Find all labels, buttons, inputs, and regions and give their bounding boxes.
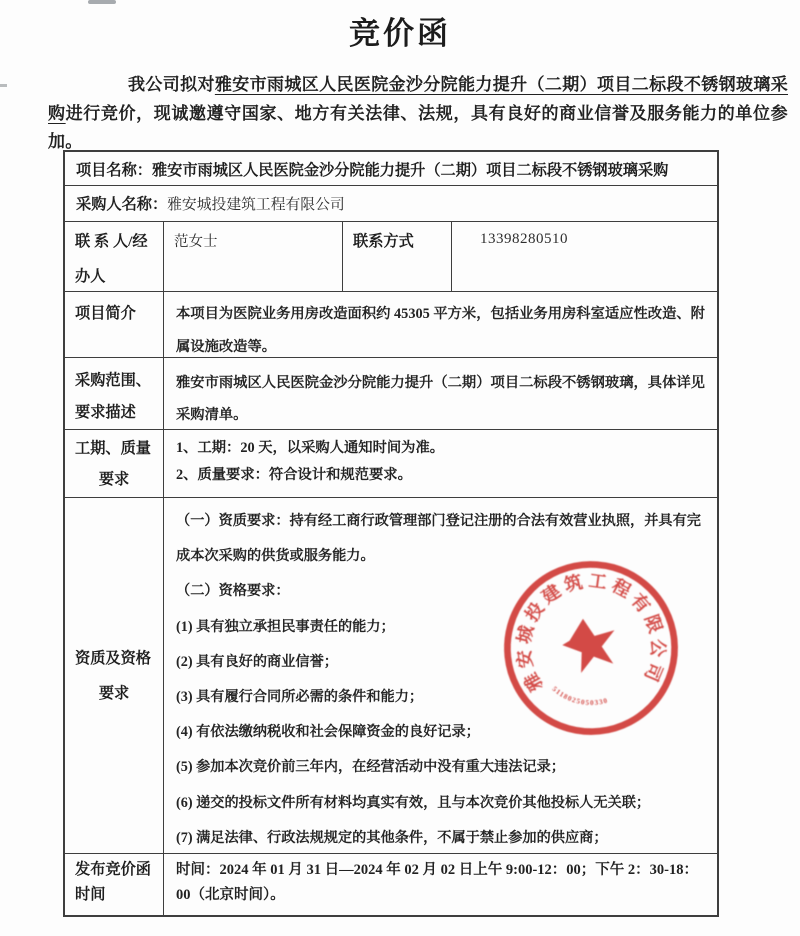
contact-label-line1: 联 系 人/经 [75, 233, 148, 250]
table-row-brief [65, 291, 717, 357]
qualification-line: （二）资格要求： [176, 583, 290, 600]
project-name-label: 项目名称： [76, 162, 152, 179]
table-row-purchaser [65, 185, 717, 221]
qualification-line: （一）资质要求：持有经工商行政管理部门登记注册的合法有效营业执照，并具有完 [176, 513, 701, 529]
qualification-line: (1) 具有独立承担民事责任的能力； [176, 618, 395, 635]
brief-content-cell [164, 292, 717, 357]
purchaser-label: 采购人名称： [76, 196, 168, 213]
project-name-value: 雅安市雨城区人民医院金沙分院能力提升（二期）项目二标段不锈钢玻璃采购 [151, 162, 669, 179]
scan-artifact-left [0, 84, 7, 87]
contact-label-line2: 办人 [75, 268, 106, 285]
table-row-schedule [65, 429, 717, 497]
schedule-label-line1: 工期、质量 [75, 440, 151, 457]
table-row-contact [65, 221, 717, 291]
publish-time-label-cell [65, 854, 164, 915]
schedule-line: 1、工期：20 天，以采购人通知时间为准。 [176, 440, 445, 456]
qualification-line: (3) 具有履行合同所必需的条件和能力； [176, 689, 424, 706]
contact-name-cell: 范女士 [164, 222, 343, 291]
project-name-cell [65, 152, 717, 185]
qualification-content-cell [164, 498, 717, 853]
schedule-label-cell [65, 430, 164, 497]
qualification-line: (5) 参加本次竞价前三年内，在经营活动中没有重大违法记录； [176, 759, 565, 776]
qualification-line: (4) 有依法缴纳税收和社会保障资金的良好记录； [176, 724, 480, 741]
qualification-line: (6) 递交的投标文件所有材料均真实有效，且与本次竞价其他投标人无关联； [176, 794, 651, 811]
publish-time-line: 00（北京时间）。 [176, 887, 285, 903]
intro-paragraph [48, 71, 788, 157]
scope-label-cell [65, 358, 164, 429]
table-row-scope [65, 357, 717, 429]
brief-line: 属设施改造等。 [176, 339, 277, 355]
qualification-line: (7) 满足法律、行政法规规定的其他条件，不属于禁止参加的供应商； [176, 829, 608, 846]
table-row-project-name [65, 152, 717, 185]
contact-phone-cell: 13398280510 [480, 231, 568, 247]
publish-time-content-cell [164, 854, 717, 915]
publish-time-label-line1: 发布竞价函 [75, 861, 151, 878]
table-row-qualification [65, 497, 717, 853]
intro-pre: 我公司拟对 [128, 75, 215, 94]
contact-label-cell [65, 222, 164, 291]
intro-project-name-underlined: 雅安市雨城区人民医院金沙分院能力提升（二期）项目二标段不锈钢玻璃采购 [48, 75, 789, 123]
brief-line: 本项目为医院业务用房改造面积约 45305 平方米，包括业务用房科室适应性改造、附 [176, 306, 705, 322]
seal-registration-number: 5118025050330 [550, 684, 610, 708]
scope-label-line1: 采购范围、 [75, 372, 151, 389]
document-title: 竞价函 [349, 16, 451, 51]
qualification-line: 成本次采购的供货或服务能力。 [176, 548, 375, 565]
schedule-content-cell [164, 430, 717, 497]
publish-time-line: 时间：2024 年 01 月 31 日—2024 年 02 月 02 日上午 9:00-12：00；下午 2：30-18： [176, 862, 698, 878]
qualification-label-line1: 资质及资格 [75, 649, 151, 667]
schedule-line: 2、质量要求：符合设计和规范要求。 [176, 467, 412, 483]
brief-label-cell: 项目简介 [65, 292, 164, 357]
scope-line: 采购清单。 [176, 407, 248, 423]
qualification-label-line2: 要求 [98, 684, 130, 702]
intro-post: 进行竞价，现诚邀遵守国家、地方有关法律、法规，具有良好的商业信誉及服务能力的单位参加。 [48, 103, 788, 151]
scan-artifact-top [88, 0, 116, 4]
qualification-label-cell [65, 498, 164, 853]
scope-content-cell [164, 358, 717, 429]
purchaser-value: 雅安城投建筑工程有限公司 [167, 197, 345, 213]
contact-method-label-cell: 联系方式 [343, 222, 452, 291]
publish-time-label-line2: 时间 [75, 886, 106, 903]
scope-label-line2: 要求描述 [75, 404, 136, 421]
schedule-label-line2: 要求 [98, 471, 130, 488]
purchaser-cell [65, 186, 717, 221]
table-row-publish-time [65, 853, 717, 915]
seal-company-name: 雅安城投建筑工程有限公司 [513, 570, 669, 695]
bid-info-table [63, 150, 719, 917]
scope-line: 雅安市雨城区人民医院金沙分院能力提升（二期）项目二标段不锈钢玻璃，具体详见 [176, 375, 705, 391]
qualification-line: (2) 具有良好的商业信誉； [176, 653, 338, 670]
